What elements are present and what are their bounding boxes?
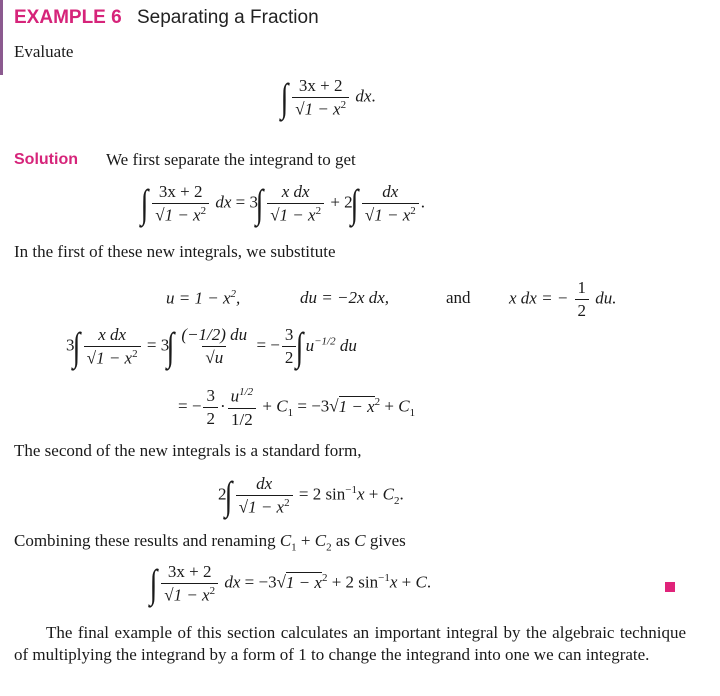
main-integral: ∫ $\frac{3x + 2}{√1 - x^2}$ dx. bbox=[280, 74, 376, 120]
evaluate-text: Evaluate bbox=[14, 42, 74, 61]
fraction: $\frac{3x + 2}{√1 - x^2}$ bbox=[161, 562, 218, 606]
fraction: $\frac{u^{1/2}}{1/2}$ bbox=[228, 386, 257, 430]
solution-text: We first separate the integrand to get bbox=[106, 150, 356, 169]
fraction: $\frac{\text{x dx}}{√1 - x^2}$ bbox=[84, 325, 141, 369]
combining-text: Combining these results and renaming $C_1 + C_2$ as C gives bbox=[14, 531, 406, 554]
substituted-integral-1: 3∫ $\frac{\text{x dx}}{√1 - x^2}$ = 3∫ $\frac{(-1/2) du}{√u}$ = − $\frac{3}{2}$ ∫ $u^{-1/2}$ du bbox=[66, 323, 357, 369]
integral-sign: ∫ bbox=[350, 180, 358, 226]
fraction: $\frac{3x + 2}{√1 - x^2}$ bbox=[152, 182, 209, 226]
separation-equation: ∫ $\frac{3x + 2}{√1 - x^2}$ dx = 3∫ $\frac{\text{x dx}}{√1 - x^2}$ + 2∫ $\frac{dx}{√1 - x^2}$ . bbox=[140, 180, 426, 226]
example-title: Separating a Fraction bbox=[137, 7, 319, 28]
fraction: $\frac{dx}{√1 - x^2}$ bbox=[362, 182, 419, 226]
substitute-text: In the first of these new integrals, we substitute bbox=[14, 242, 336, 261]
integral-sign: ∫ bbox=[255, 180, 264, 226]
subst-and: and bbox=[446, 288, 471, 307]
fraction: $\frac{\text{x dx}}{√1 - x^2}$ bbox=[267, 182, 324, 226]
integral-sign: ∫ bbox=[224, 472, 232, 518]
integral-sign: ∫ bbox=[149, 560, 158, 606]
fraction: $\frac{3}{2}$ bbox=[282, 325, 297, 368]
subst-du: du = −2x dx, bbox=[300, 288, 390, 307]
fraction: $\frac{3}{2}$ bbox=[203, 386, 218, 429]
integral-sign: ∫ bbox=[280, 74, 289, 120]
integral-sign: ∫ bbox=[140, 180, 149, 226]
substituted-integral-2: = − $\frac{3}{2}$ · $\frac{u^{1/2}}{1/2}$ + $C_1 = -3√1 - x^2 + C_1$ bbox=[178, 386, 416, 429]
second-integral-text: The second of the new integrals is a standard form, bbox=[14, 441, 362, 460]
fraction: $\frac{3x + 2}{√1 - x^2}$ bbox=[292, 76, 349, 120]
fraction: $\frac{1}{2}$ bbox=[575, 278, 590, 321]
integral-sign: ∫ bbox=[296, 323, 304, 369]
left-margin-rule bbox=[0, 0, 3, 75]
subst-u: $u = 1 - x^2$, bbox=[166, 288, 241, 308]
integral-sign: ∫ bbox=[166, 323, 175, 369]
solution-label: Solution bbox=[14, 151, 78, 168]
final-result: ∫ $\frac{3x + 2}{√1 - x^2}$ dx = $-3√1 - x^2 + 2$ $\sin^{-1}x + C$. bbox=[149, 560, 432, 606]
example-label: EXAMPLE 6 bbox=[14, 7, 122, 28]
integral-sign: ∫ bbox=[72, 323, 80, 369]
standard-form: 2∫ $\frac{dx}{√1 - x^2}$ = 2 $\sin^{-1}x + C_2$. bbox=[218, 472, 404, 518]
final-paragraph: The final example of this section calculates an important integral by the algebraic technique of multiplying the integrand by a form of 1 to change the integrand into one we can integrate. bbox=[14, 623, 686, 664]
fraction: $\frac{(-1/2) du}{√u}$ bbox=[181, 325, 248, 368]
fraction: $\frac{dx}{√1 - x^2}$ bbox=[236, 474, 293, 518]
subst-xdx: x dx = − $\frac{1}{2}$ du. bbox=[509, 278, 617, 320]
end-of-example-mark bbox=[665, 582, 675, 592]
